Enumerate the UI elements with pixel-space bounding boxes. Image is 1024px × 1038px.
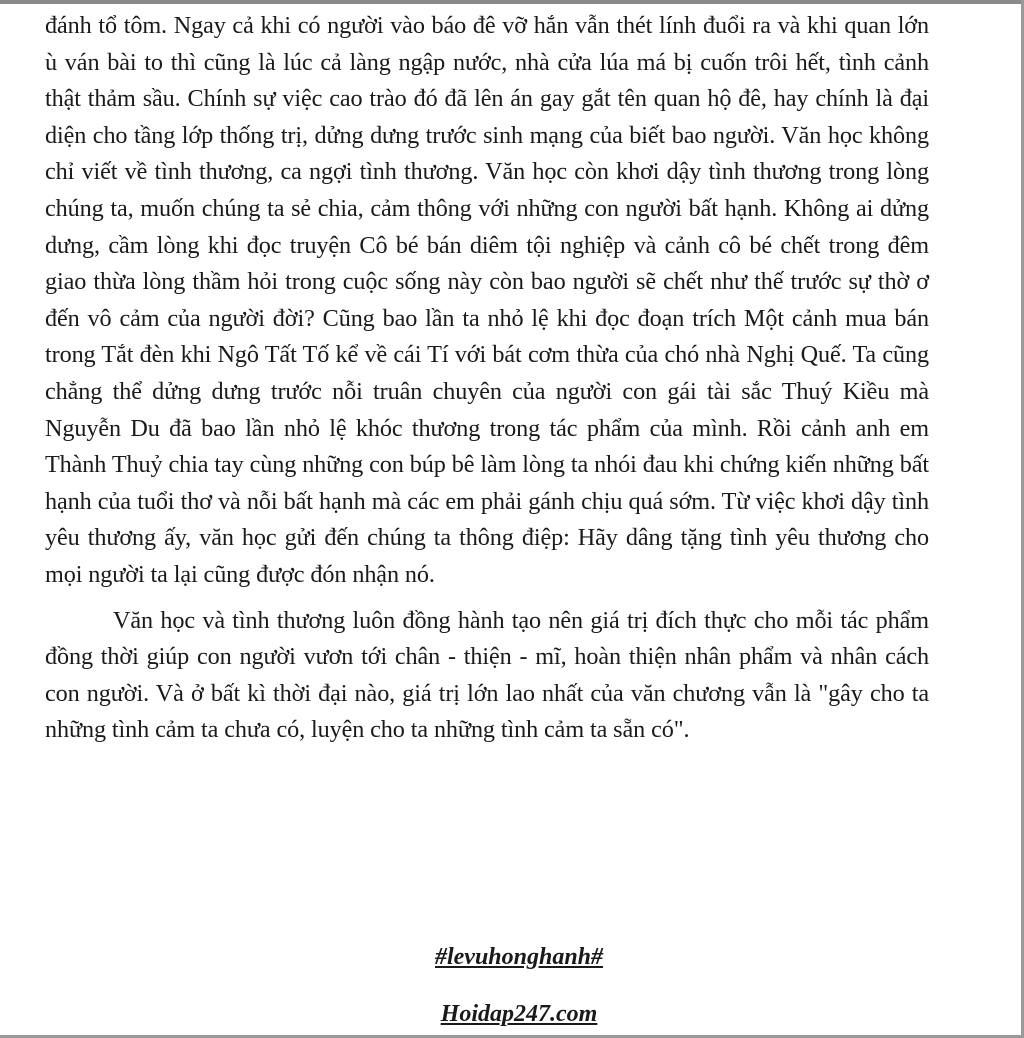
top-border (0, 0, 1024, 4)
author-signature: #levuhonghanh# (434, 944, 604, 970)
paragraph-1: đánh tổ tôm. Ngay cả khi có người vào báo đê vỡ hắn vẫn thét lính đuổi ra và khi quan lớn ù ván bài to thì cũng là lúc cả làng ngập nước, nhà cửa lúa má bị cuốn trôi hết, tình cảnh thật thảm sầu. Chính sự việc cao trào đó đã lên án gay gắt tên quan hộ đê, hay chính là đại diện cho tầng lớp thống trị, dửng dưng trước sinh mạng của biết bao người. Văn học không chỉ viết về tình thương, ca ngợi tình thương. Văn học còn khơi dậy tình thương trong lòng chúng ta, muốn chúng ta sẻ chia, cảm thông với những con người bất hạnh. Không ai dửng dưng, cầm lòng khi đọc truyện Cô bé bán diêm tội nghiệp và cảnh cô bé chết trong đêm giao thừa lòng thầm hỏi trong cuộc sống này còn bao người sẽ chết như thế trước sự thờ ơ đến vô cảm của người đời? Cũng bao lần ta nhỏ lệ khi đọc đoạn trích Một cảnh mua bán trong Tắt đèn khi Ngô Tất Tố kể về cái Tí với bát cơm thừa của chó nhà Nghị Quế. Ta cũng chẳng thể dửng dưng trước nỗi truân chuyên của người con gái tài sắc Thuý Kiều mà Nguyễn Du đã bao lần nhỏ lệ khóc thương trong tác phẩm của mình. Rồi cảnh anh em Thành Thuỷ chia tay cùng những con búp bê làm lòng ta nhói đau khi chứng kiến những bất hạnh của tuổi thơ và nỗi bất hạnh mà các em phải gánh chịu quá sớm. Từ việc khơi dậy tình yêu thương ấy, văn học gửi đến chúng ta thông điệp: Hãy dâng tặng tình yêu thương cho mọi người ta lại cũng được đón nhận nó. (45, 12, 929, 588)
source-credit: Hoidap247.com (440, 1001, 598, 1027)
document-body (45, 8, 929, 749)
paragraph-2: Văn học và tình thương luôn đồng hành tạo nên giá trị đích thực cho mỗi tác phẩm đồng thời giúp con người vươn tới chân - thiện - mĩ, hoàn thiện nhân phẩm và nhân cách con người. Và ở bất kì thời đại nào, giá trị lớn lao nhất của văn chương vẫn là "gây cho ta những tình cảm ta chưa có, luyện cho ta những tình cảm ta sẵn có". (45, 606, 929, 744)
